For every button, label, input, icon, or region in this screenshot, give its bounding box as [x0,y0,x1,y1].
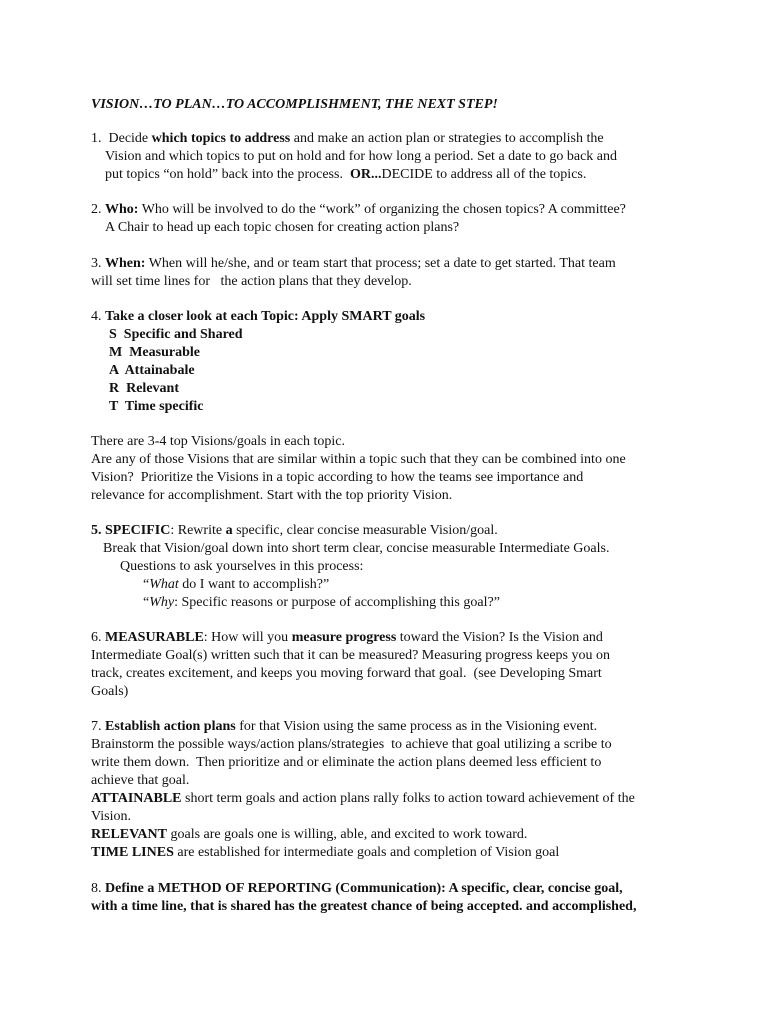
text-run: TIME LINES [91,845,174,860]
document-title: VISION…TO PLAN…TO ACCOMPLISHMENT, THE NEXT STEP! [91,97,498,112]
text-run: are established for intermediate goals and completion of Vision goal [173,845,560,860]
text-run: DECIDE to address all of the topics. [381,167,587,182]
para-line-2 [91,451,626,469]
text-run: with a time line, that is shared has the greatest chance of being accepted. and accomplished, [91,899,637,914]
item-1-line-2 [105,148,617,166]
text-run: Brainstorm the possible ways/action plans/strategies to achieve that goal utilizing a scribe to [91,737,612,752]
text-run: : Rewrite [170,523,226,538]
text-run: Why [149,595,175,610]
item-5-line-3 [120,558,363,576]
text-run: RELEVANT [91,827,167,842]
text-run: When will he/she, and or team start that process; set a date to get started. That team [145,256,616,271]
item-6-line-1 [91,629,603,647]
text-run: : How will you [203,630,292,645]
item-5-line-4 [143,576,329,594]
item-5-line-5 [143,594,500,612]
item-3-line-2 [91,273,412,291]
smart-a [109,362,195,380]
text-run: Questions to ask yourselves in this process: [120,559,364,574]
text-run: S Specific and Shared [109,327,243,342]
smart-m [109,344,200,362]
text-run: There are 3-4 top Visions/goals in each topic. [91,434,345,449]
item-5-line-1 [91,522,498,540]
text-run: goals are goals one is willing, able, and excited to work toward. [167,827,528,842]
item-4-line-1 [91,308,425,326]
text-run: which topics to address [151,131,291,146]
text-run: MEASURABLE [105,630,204,645]
text-run: 3. [91,256,105,271]
text-run: track, creates excitement, and keeps you moving forward that goal. (see Developing Smart [91,666,602,681]
smart-r [109,380,179,398]
item-7-line-3 [91,754,601,772]
text-run: a [225,523,233,538]
text-run: relevance for accomplishment. Start with the top priority Vision. [91,488,453,503]
text-run: T Time specific [109,399,204,414]
text-run: Who: [105,202,139,217]
text-run: M Measurable [109,345,200,360]
text-run: 2. [91,202,105,217]
text-run: When: [105,256,146,271]
text-run: Take a closer look at each Topic: Apply SMART goals [105,309,426,324]
text-run: specific, clear concise measurable Vision/goal. [232,523,498,538]
text-run: put topics “on hold” back into the process. [105,167,350,182]
text-run: 5. SPECIFIC [91,523,171,538]
text-run: “ [143,595,150,610]
text-run: Vision and which topics to put on hold and for how long a period. Set a date to go back and [105,149,618,164]
item-1-line-1 [91,130,604,148]
text-run: “ [143,577,150,592]
text-run: do I want to accomplish?” [178,577,330,592]
text-run: What [149,577,179,592]
text-run: OR... [349,167,382,182]
item-7-line-4 [91,772,189,790]
text-run: Define a METHOD OF REPORTING (Communication): A specific, clear, concise goal, [105,881,623,896]
text-run: A Chair to head up each topic chosen for creating action plans? [105,220,460,235]
item-7-line-6 [91,808,131,826]
item-6-line-3 [91,665,602,683]
text-run: Intermediate Goal(s) written such that it can be measured? Measuring progress keeps you on [91,648,610,663]
item-7-line-8 [91,844,559,862]
para-line-3 [91,469,583,487]
para-line-4 [91,487,452,505]
text-run: toward the Vision? Is the Vision and [396,630,603,645]
smart-t [109,398,204,416]
item-2-line-1 [91,201,626,219]
text-run: and make an action plan or strategies to accomplish the [290,131,604,146]
text-run: 1. Decide [91,131,152,146]
text-run: 4. [91,309,105,324]
item-7-line-7 [91,826,527,844]
text-run: will set time lines for the action plans that they develop. [91,274,412,289]
text-run: short term goals and action plans rally folks to action toward achievement of the [181,791,635,806]
item-7-line-2 [91,736,612,754]
text-run: Who will be involved to do the “work” of organizing the chosen topics? A committee? [138,202,626,217]
text-run: Break that Vision/goal down into short term clear, concise measurable Intermediate Goals. [103,541,610,556]
item-1-line-3 [105,166,586,184]
text-run: R Relevant [109,381,179,396]
item-7-line-1 [91,718,597,736]
text-run: Goals) [91,684,129,699]
text-run: achieve that goal. [91,773,190,788]
item-8-line-2 [91,898,636,916]
item-8-line-1 [91,880,623,898]
text-run: measure progress [291,630,397,645]
text-run: 6. [91,630,105,645]
text-run: Vision. [91,809,131,824]
text-run: 8. [91,881,105,896]
text-run: Are any of those Visions that are similar within a topic such that they can be combined into one [91,452,626,467]
text-run: write them down. Then prioritize and or eliminate the action plans deemed less efficient to [91,755,602,770]
item-2-line-2 [105,219,459,237]
text-run: Establish action plans [105,719,236,734]
item-6-line-4 [91,683,128,701]
text-run: Vision? Prioritize the Visions in a topic according to how the teams see importance and [91,470,584,485]
item-3-line-1 [91,255,616,273]
text-run: A Attainabale [109,363,195,378]
text-run: 7. [91,719,105,734]
text-run: ATTAINABLE [91,791,182,806]
smart-s [109,326,243,344]
item-5-line-2 [103,540,609,558]
text-run: : Specific reasons or purpose of accomplishing this goal?” [174,595,500,610]
para-line-1 [91,433,345,451]
item-6-line-2 [91,647,610,665]
text-run: for that Vision using the same process as in the Visioning event. [235,719,598,734]
item-7-line-5 [91,790,635,808]
